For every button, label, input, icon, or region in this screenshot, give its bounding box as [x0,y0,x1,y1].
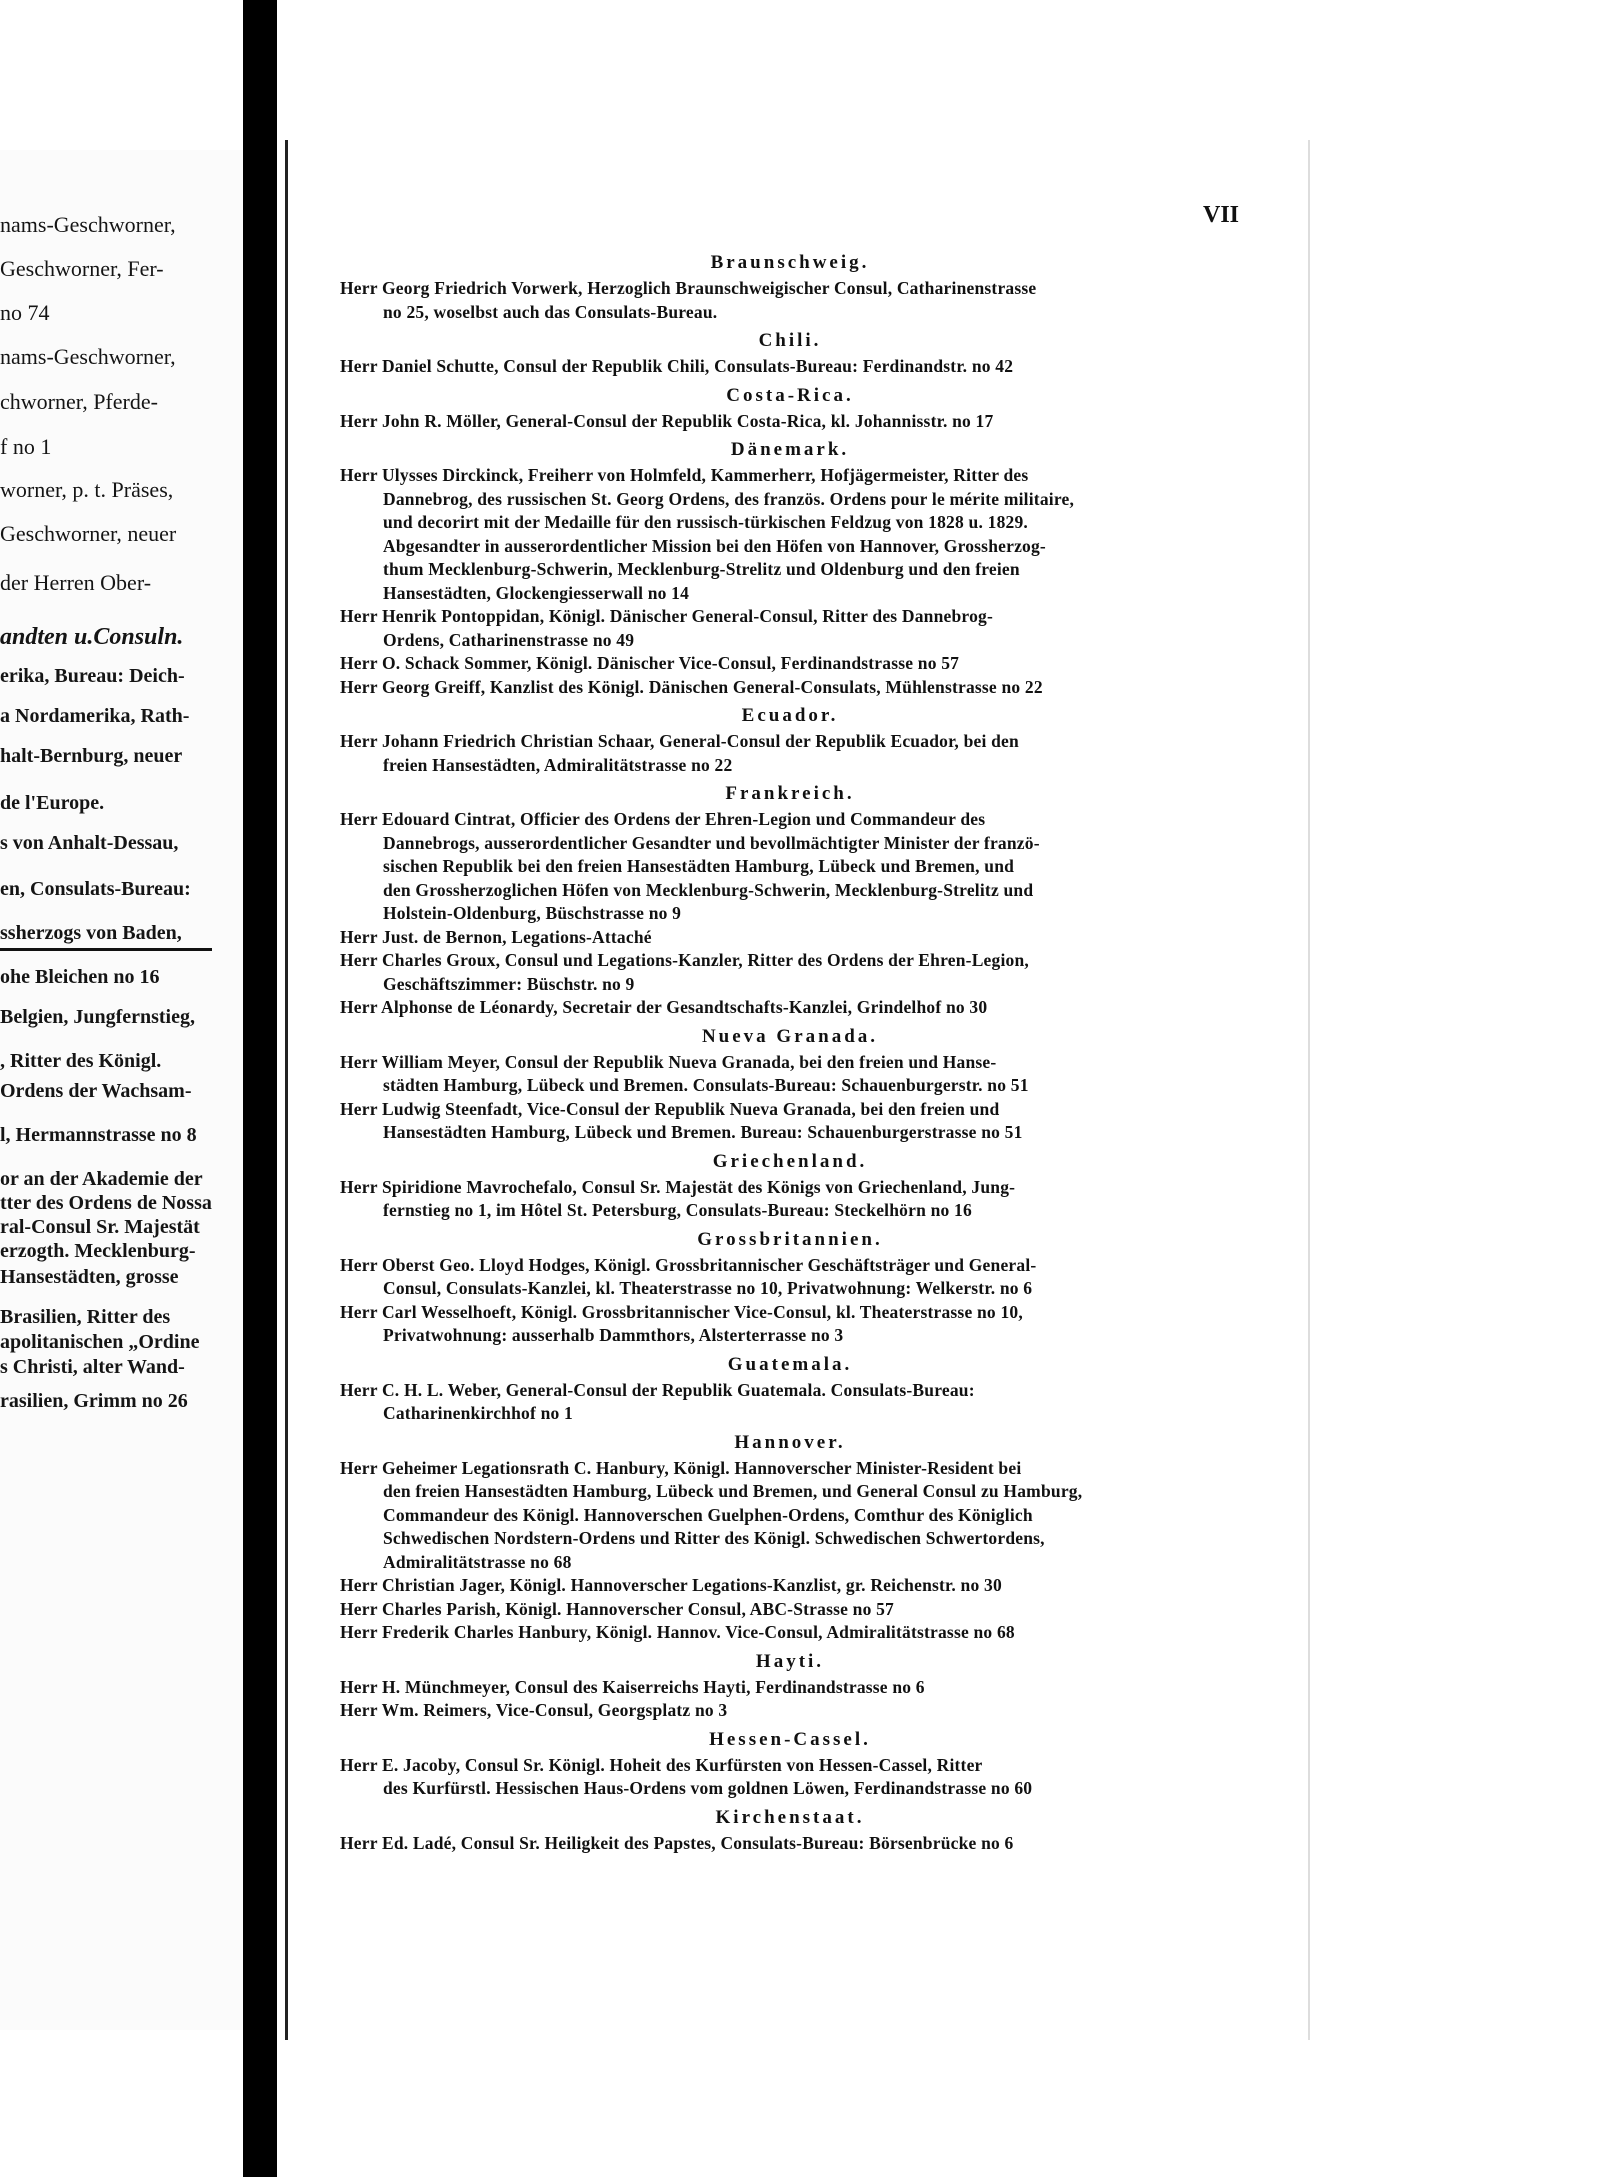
left-page-line: s Christi, alter Wand- [0,1356,185,1378]
left-page-line: Geschworner, neuer [0,521,177,546]
section-heading: Kirchenstaat. [715,1806,865,1828]
consul-entry-continuation: Consul, Consulats-Kanzlei, kl. Theaterstrasse no 10, Privatwohnung: Welkerstr. no 6 [383,1278,1033,1298]
section-heading: Costa-Rica. [726,384,854,406]
left-page-line: erzogth. Mecklenburg- [0,1240,196,1262]
left-page-line: Ordens der Wachsam- [0,1080,192,1102]
left-page-line: de l'Europe. [0,792,105,814]
left-page-line: ral-Consul Sr. Majestät [0,1216,200,1238]
consul-entry-continuation: freien Hansestädten, Admiralitätstrasse no 22 [383,754,733,775]
left-page-line: no 74 [0,300,50,325]
left-page-line: nams-Geschworner, [0,212,176,237]
consul-entry-continuation: Hansestädten, Glockengiesserwall no 14 [383,582,690,603]
left-page-line: chworner, Pferde- [0,389,158,414]
consul-entry: Herr Spiridione Mavrochefalo, Consul Sr. Majestät des Königs von Griechenland, Jung- [340,1176,1016,1197]
section-heading: Grossbritannien. [697,1228,883,1250]
consul-entry: Herr Frederik Charles Hanbury, Königl. Hannov. Vice-Consul, Admiralitätstrasse no 68 [340,1622,1015,1642]
consul-entry: Herr Georg Friedrich Vorwerk, Herzoglich Braunschweigischer Consul, Catharinenstrasse [340,278,1037,298]
consul-entry: Herr Ulysses Dirckinck, Freiherr von Holmfeld, Kammerherr, Hofjägermeister, Ritter des [340,465,1029,485]
consul-entry-continuation: städten Hamburg, Lübeck und Bremen. Consulats-Bureau: Schauenburgerstr. no 51 [383,1075,1029,1095]
consul-entry: Herr John R. Möller, General-Consul der Republik Costa-Rica, kl. Johannisstr. no 17 [340,410,994,431]
left-page-line: Geschworner, Fer- [0,256,164,281]
left-page-line: ohe Bleichen no 16 [0,966,160,988]
consul-entry: Herr E. Jacoby, Consul Sr. Königl. Hoheit des Kurfürsten von Hessen-Cassel, Ritter [340,1754,983,1775]
left-page-line: a Nordamerika, Rath- [0,705,190,727]
consul-entry-continuation: den freien Hansestädten Hamburg, Lübeck und Bremen, und General Consul zu Hamburg, [383,1481,1083,1501]
left-page-line: worner, p. t. Präses, [0,477,174,502]
consul-entry: Herr Henrik Pontoppidan, Königl. Dänischer General-Consul, Ritter des Dannebrog- [340,606,993,626]
left-page-line: Hansestädten, grosse [0,1266,179,1288]
consul-entry-continuation: Hansestädten Hamburg, Lübeck und Bremen. Bureau: Schauenburgerstrasse no 51 [383,1122,1023,1142]
consul-entry-continuation: des Kurfürstl. Hessischen Haus-Ordens vom goldnen Löwen, Ferdinandstrasse no 60 [383,1778,1033,1798]
consul-entry: Herr O. Schack Sommer, Königl. Dänischer Vice-Consul, Ferdinandstrasse no 57 [340,653,960,673]
left-page-line: rasilien, Grimm no 26 [0,1390,188,1412]
consul-entry: Herr Charles Parish, Königl. Hannoverscher Consul, ABC-Strasse no 57 [340,1598,895,1619]
left-page-divider [0,948,212,951]
consul-entry: Herr Just. de Bernon, Legations-Attaché [340,926,652,947]
page-number: VII [1203,202,1240,228]
consul-entry-continuation: Commandeur des Königl. Hannoverschen Guelphen-Ordens, Comthur des Königlich [383,1504,1033,1525]
left-page-line: , Ritter des Königl. [0,1050,162,1072]
consul-entry: Herr Wm. Reimers, Vice-Consul, Georgsplatz no 3 [340,1700,728,1720]
left-page-line: Brasilien, Ritter des [0,1306,171,1328]
section-heading: Hannover. [734,1431,846,1453]
consul-entry: Herr Geheimer Legationsrath C. Hanbury, Königl. Hannoverscher Minister-Resident bei [340,1457,1022,1478]
left-page-line: nams-Geschworner, [0,344,176,369]
left-page-line: ssherzogs von Baden, [0,922,182,944]
section-heading: Braunschweig. [710,252,870,273]
consul-entry: Herr Edouard Cintrat, Officier des Ordens der Ehren-Legion und Commandeur des [340,809,986,829]
consul-entry-continuation: Admiralitätstrasse no 68 [383,1551,572,1572]
section-heading: Frankreich. [725,783,855,804]
left-page-line: l, Hermannstrasse no 8 [0,1124,197,1146]
left-page-line: Belgien, Jungfernstieg, [0,1006,195,1028]
left-page-line: halt-Bernburg, neuer [0,745,183,767]
consul-entry-continuation: thum Mecklenburg-Schwerin, Mecklenburg-Strelitz und Oldenburg und den freien [383,559,1020,579]
consul-entry: Herr Georg Greiff, Kanzlist des Königl. Dänischen General-Consulats, Mühlenstrasse no 22 [340,676,1043,697]
section-heading: Ecuador. [741,705,839,726]
consul-entry: Herr C. H. L. Weber, General-Consul der Republik Guatemala. Consulats-Bureau: [340,1379,975,1400]
consul-entry-continuation: Abgesandter in ausserordentlicher Mission bei den Höfen von Hannover, Grossherzog- [383,535,1046,556]
consul-entry-continuation: no 25, woselbst auch das Consulats-Bureau. [383,301,718,322]
consul-entry-continuation: und decorirt mit der Medaille für den russisch-türkischen Feldzug von 1828 u. 1829. [383,512,1028,532]
section-heading: Dänemark. [730,439,850,460]
consul-entry-continuation: Geschäftszimmer: Büschstr. no 9 [383,973,635,994]
consul-entry: Herr Christian Jager, Königl. Hannoverscher Legations-Kanzlist, gr. Reichenstr. no 30 [340,1575,1002,1595]
section-heading: Hessen-Cassel. [709,1728,871,1750]
left-page-line: en, Consulats-Bureau: [0,878,191,900]
section-heading: Hayti. [755,1650,825,1672]
section-heading: Chili. [758,330,822,351]
left-page-line: s von Anhalt-Dessau, [0,832,179,854]
consul-entry: Herr William Meyer, Consul der Republik Nueva Granada, bei den freien und Hanse- [340,1051,997,1072]
left-page-line: andten u.Consuln. [0,624,184,650]
left-page-line: tter des Ordens de Nossa [0,1192,212,1214]
consul-entry: Herr Daniel Schutte, Consul der Republik Chili, Consulats-Bureau: Ferdinandstr. no 42 [340,356,1014,376]
section-heading: Griechenland. [712,1150,868,1172]
consul-entry-continuation: Schwedischen Nordstern-Ordens und Ritter des Königl. Schwedischen Schwertordens, [383,1528,1045,1548]
left-page-line: or an der Akademie der [0,1168,203,1190]
consul-entry-continuation: den Grossherzoglichen Höfen von Mecklenburg-Schwerin, Mecklenburg-Strelitz und [383,879,1034,900]
consul-entry: Herr Alphonse de Léonardy, Secretair der Gesandtschafts-Kanzlei, Grindelhof no 30 [340,997,988,1017]
left-page-line: erika, Bureau: Deich- [0,665,185,687]
consul-entry: Herr Charles Groux, Consul und Legations-Kanzler, Ritter des Ordens der Ehren-Legion, [340,950,1029,970]
section-heading: Guatemala. [727,1353,853,1375]
consul-entry-continuation: Catharinenkirchhof no 1 [383,1403,573,1423]
consul-entry: Herr H. Münchmeyer, Consul des Kaiserreichs Hayti, Ferdinandstrasse no 6 [340,1676,925,1697]
section-heading: Nueva Granada. [701,1025,879,1047]
consul-entry-continuation: Dannebrog, des russischen St. Georg Ordens, des französ. Ordens pour le mérite militaire, [383,488,1075,509]
consul-entry: Herr Johann Friedrich Christian Schaar, General-Consul der Republik Ecuador, bei den [340,731,1019,751]
consul-entry-continuation: Ordens, Catharinenstrasse no 49 [383,629,635,650]
consul-entry: Herr Ludwig Steenfadt, Vice-Consul der Republik Nueva Granada, bei den freien und [340,1098,1000,1119]
consul-entry: Herr Ed. Ladé, Consul Sr. Heiligkeit des Papstes, Consulats-Bureau: Börsenbrücke no 6 [340,1832,1014,1853]
left-page-line: der Herren Ober- [0,570,152,595]
consul-entry-continuation: sischen Republik bei den freien Hansestädten Hamburg, Lübeck und Bremen, und [383,856,1015,876]
consul-entry-continuation: Dannebrogs, ausserordentlicher Gesandter und bevollmächtigter Minister der franzö- [383,832,1040,853]
consul-entry: Herr Carl Wesselhoeft, Königl. Grossbritannischer Vice-Consul, kl. Theaterstrasse no 10, [340,1301,1023,1322]
consul-entry-continuation: Holstein-Oldenburg, Büschstrasse no 9 [383,903,682,923]
consul-entry-continuation: fernstieg no 1, im Hôtel St. Petersburg, Consulats-Bureau: Steckelhörn no 16 [383,1200,972,1220]
book-binding-gutter [243,0,277,2177]
consul-entry-continuation: Privatwohnung: ausserhalb Dammthors, Alsterterrasse no 3 [383,1325,844,1345]
left-page-line: apolitanischen „Ordine [0,1331,200,1353]
consul-entry: Herr Oberst Geo. Lloyd Hodges, Königl. Grossbritannischer Geschäftsträger und General- [340,1254,1037,1275]
left-page-line: f no 1 [0,434,52,459]
